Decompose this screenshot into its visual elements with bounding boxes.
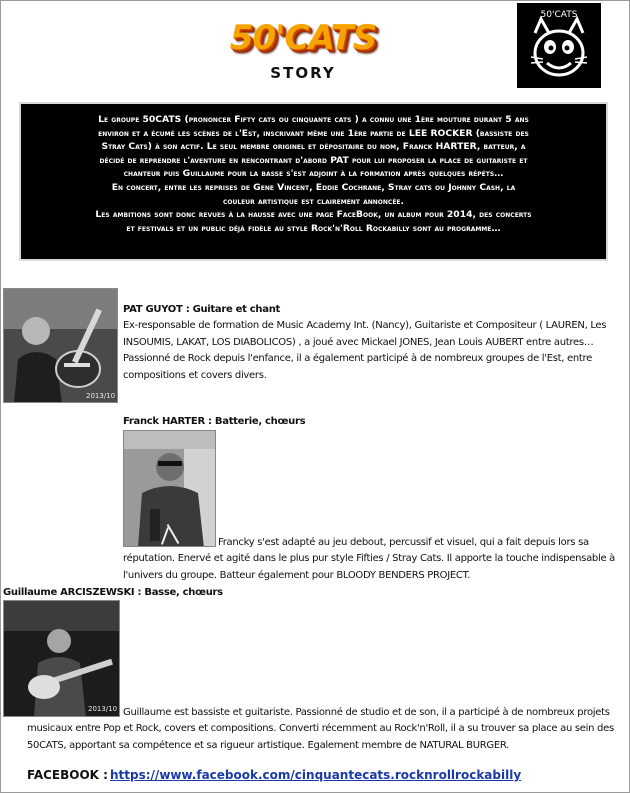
logo — [218, 18, 388, 88]
intro-line: couleur artistique est clairement annoncée. — [222, 195, 405, 207]
logo-subtitle: STORY — [270, 64, 336, 82]
facebook-label: FACEBOOK : — [27, 768, 108, 782]
intro-line: et festivals et un public déjà fidèle au style Rock'n'Roll Rockabilly sont au programme… — [126, 222, 501, 234]
facebook-link[interactable]: https://www.facebook.com/cinquantecats.rocknrollrockabilly — [110, 768, 522, 782]
intro-line: Le groupe 50CATS (prononcer Fifty cats ou cinquante cats ) a connu une 1ère mouture durant 5 ans — [98, 114, 529, 125]
intro-line: environ et a écumé les scènes de l'Est, inscrivant même une 1ère partie de LEE ROCKER (bassiste des — [98, 127, 529, 139]
intro-line: En concert, entre les reprises de Gene Vincent, Eddie Cochrane, Stray cats ou Johnny Cash, la — [111, 181, 516, 193]
member-name: PAT GUYOT : Guitare et chant — [123, 304, 280, 315]
member-bio-first-line: Guillaume est bassiste et guitariste. Passionné de studio et de son, il a participé à de nombreux projets — [123, 707, 610, 718]
intro-line: décidé de reprendre l'aventure en rencontrant d'abord PAT pour lui proposer la place de guitariste et — [99, 154, 528, 166]
member-bio — [123, 551, 615, 584]
bio-line: Ex-responsable de formation de Music Academy Int. (Nancy), Guitariste et Compositeur ( LAUREN, Les — [123, 320, 607, 331]
bio-line: Passionné de Rock depuis l'enfance, il a également participé à de nombreux groupes de l'Est, entre — [123, 353, 592, 364]
bio-line: l'univers du groupe. Batteur également pour BLOODY BENDERS PROJECT. — [123, 569, 471, 581]
cat-face-icon — [517, 3, 601, 88]
badge-text: 50'CATS — [540, 10, 578, 20]
guillaume-arciszewski-photo — [3, 600, 120, 717]
photo-date-label: 2013/10 — [88, 705, 118, 713]
bio-line: 50CATS, apportant sa compétence et sa rigueur artistique. Egalement membre de NATURAL BURGER. — [27, 739, 510, 751]
cat-badge — [517, 3, 601, 88]
bio-line: musicaux entre Pop et Rock, covers et compositions. Converti récemment au Rock'n'Roll, il a su trouver sa place au sein des — [27, 723, 614, 734]
member-bio — [27, 721, 614, 754]
bio-line: INSOUMIS, LAKAT, LOS DIABOLICOS) , a joué avec Mickael JONES, Jean Louis AUBERT entre autres… — [123, 336, 594, 348]
photo-date-label: 2013/10 — [86, 392, 116, 400]
member-bio-first-line: Francky s'est adapté au jeu debout, percussif et visuel, qui a fait depuis lors sa — [218, 537, 589, 548]
member-name: Franck HARTER : Batterie, chœurs — [123, 416, 306, 427]
franck-harter-photo — [123, 430, 216, 547]
intro-line: Les ambitions sont donc revues à la hausse avec une page FaceBook, un album pour 2014, des concerts — [95, 209, 532, 221]
logo-title: 50'CATS — [229, 18, 377, 58]
bio-line: compositions et covers divers. — [123, 369, 267, 381]
intro-line: chanteur puis Guillaume pour la basse s'est adjoint à la formation après quelques répéts… — [123, 168, 504, 180]
member-name: Guillaume ARCISZEWSKI : Basse, chœurs — [3, 587, 223, 598]
pat-guyot-photo — [3, 288, 118, 403]
bio-line: réputation. Enervé et agité dans le plus pur style Fifties / Stray Cats. Il apporte la touche indispensable à — [123, 553, 616, 564]
intro-text — [21, 104, 606, 259]
member-bio — [123, 318, 606, 384]
intro-line: Stray Cats) à son actif. Le seul membre originel et dépositaire du nom, Franck HARTER, batteur, a — [101, 141, 526, 153]
